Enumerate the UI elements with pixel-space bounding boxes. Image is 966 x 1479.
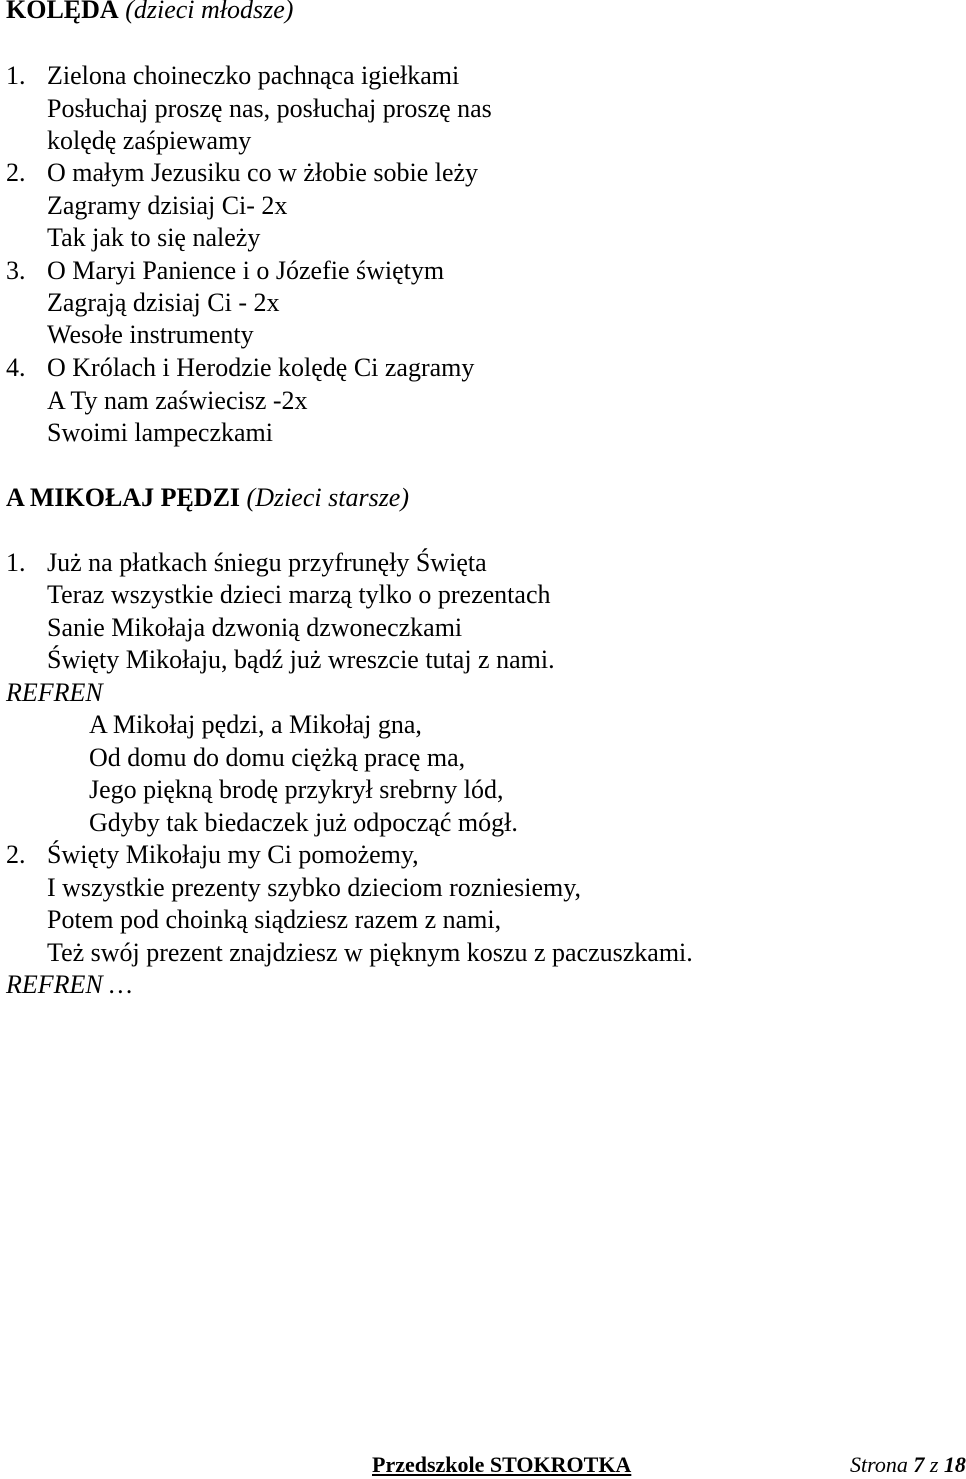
song1-subtitle: (dzieci młodsze) bbox=[125, 0, 294, 24]
footer-page-number bbox=[850, 1452, 966, 1478]
song1-verse3-line3: Wesołe instrumenty bbox=[47, 320, 254, 349]
footer-school-name: Przedszkole STOKROTKA bbox=[372, 1452, 632, 1477]
footer-of-word: z bbox=[929, 1452, 939, 1477]
song1-verse3-line1: O Maryi Panience i o Józefie świętym bbox=[47, 256, 445, 285]
song1-verse4-line2: A Ty nam zaświecisz -2x bbox=[47, 386, 308, 415]
song1-verse1-line2: Posłuchaj proszę nas, posłuchaj proszę nas bbox=[47, 94, 492, 123]
song1-verse2-line1: O małym Jezusiku co w żłobie sobie leży bbox=[47, 158, 479, 187]
footer-page-word: Strona bbox=[850, 1452, 908, 1477]
song1-verse3-line2: Zagrają dzisiaj Ci - 2x bbox=[47, 288, 280, 317]
song2-verse2-line1: Święty Mikołaju my Ci pomożemy, bbox=[47, 840, 419, 869]
song2-verse2-line4: Też swój prezent znajdziesz w pięknym koszu z paczuszkami. bbox=[47, 938, 693, 967]
footer-page-total: 18 bbox=[943, 1452, 966, 1477]
refrain-line1: A Mikołaj pędzi, a Mikołaj gna, bbox=[89, 710, 422, 739]
footer-page-current: 7 bbox=[913, 1452, 925, 1477]
song1-verse4-number: 4. bbox=[6, 353, 26, 382]
song1-verse2-line2: Zagramy dzisiaj Ci- 2x bbox=[47, 191, 288, 220]
song2-verse2-line2: I wszystkie prezenty szybko dzieciom rozniesiemy, bbox=[47, 873, 582, 902]
song1-title: KOLĘDA bbox=[6, 0, 119, 24]
refrain-line4: Gdyby tak biedaczek już odpocząć mógł. bbox=[89, 808, 518, 837]
song2-verse1-line3: Sanie Mikołaja dzwonią dzwoneczkami bbox=[47, 613, 463, 642]
song2-verse2-number: 2. bbox=[6, 840, 26, 869]
song1-verse1-line1: Zielona choineczko pachnąca igiełkami bbox=[47, 61, 460, 90]
song1-title-line bbox=[6, 0, 293, 26]
song1-verse3-number: 3. bbox=[6, 256, 26, 285]
song2-subtitle: (Dzieci starsze) bbox=[246, 483, 410, 512]
song2-title-line bbox=[6, 482, 409, 514]
song2-verse1-line1: Już na płatkach śniegu przyfrunęły Święta bbox=[47, 548, 487, 577]
song2-verse1-number: 1. bbox=[6, 548, 26, 577]
refrain-repeat: REFREN … bbox=[6, 970, 133, 999]
song1-verse1-number: 1. bbox=[6, 61, 26, 90]
song2-title: A MIKOŁAJ PĘDZI bbox=[6, 483, 241, 512]
song2-verse1-line4: Święty Mikołaju, bądź już wreszcie tutaj z nami. bbox=[47, 645, 555, 674]
refrain-line3: Jego piękną brodę przykrył srebrny lód, bbox=[89, 775, 504, 804]
song1-verse2-line3: Tak jak to się należy bbox=[47, 223, 261, 252]
song1-verse4-line1: O Królach i Herodzie kolędę Ci zagramy bbox=[47, 353, 475, 382]
refrain-label: REFREN bbox=[6, 678, 103, 707]
refrain-line2: Od domu do domu ciężką pracę ma, bbox=[89, 743, 466, 772]
song2-verse2-line3: Potem pod choinką siądziesz razem z nami, bbox=[47, 905, 502, 934]
song2-verse1-line2: Teraz wszystkie dzieci marzą tylko o prezentach bbox=[47, 580, 551, 609]
song1-verse1-line3: kolędę zaśpiewamy bbox=[47, 126, 252, 155]
song1-verse2-number: 2. bbox=[6, 158, 26, 187]
song1-verse4-line3: Swoimi lampeczkami bbox=[47, 418, 274, 447]
